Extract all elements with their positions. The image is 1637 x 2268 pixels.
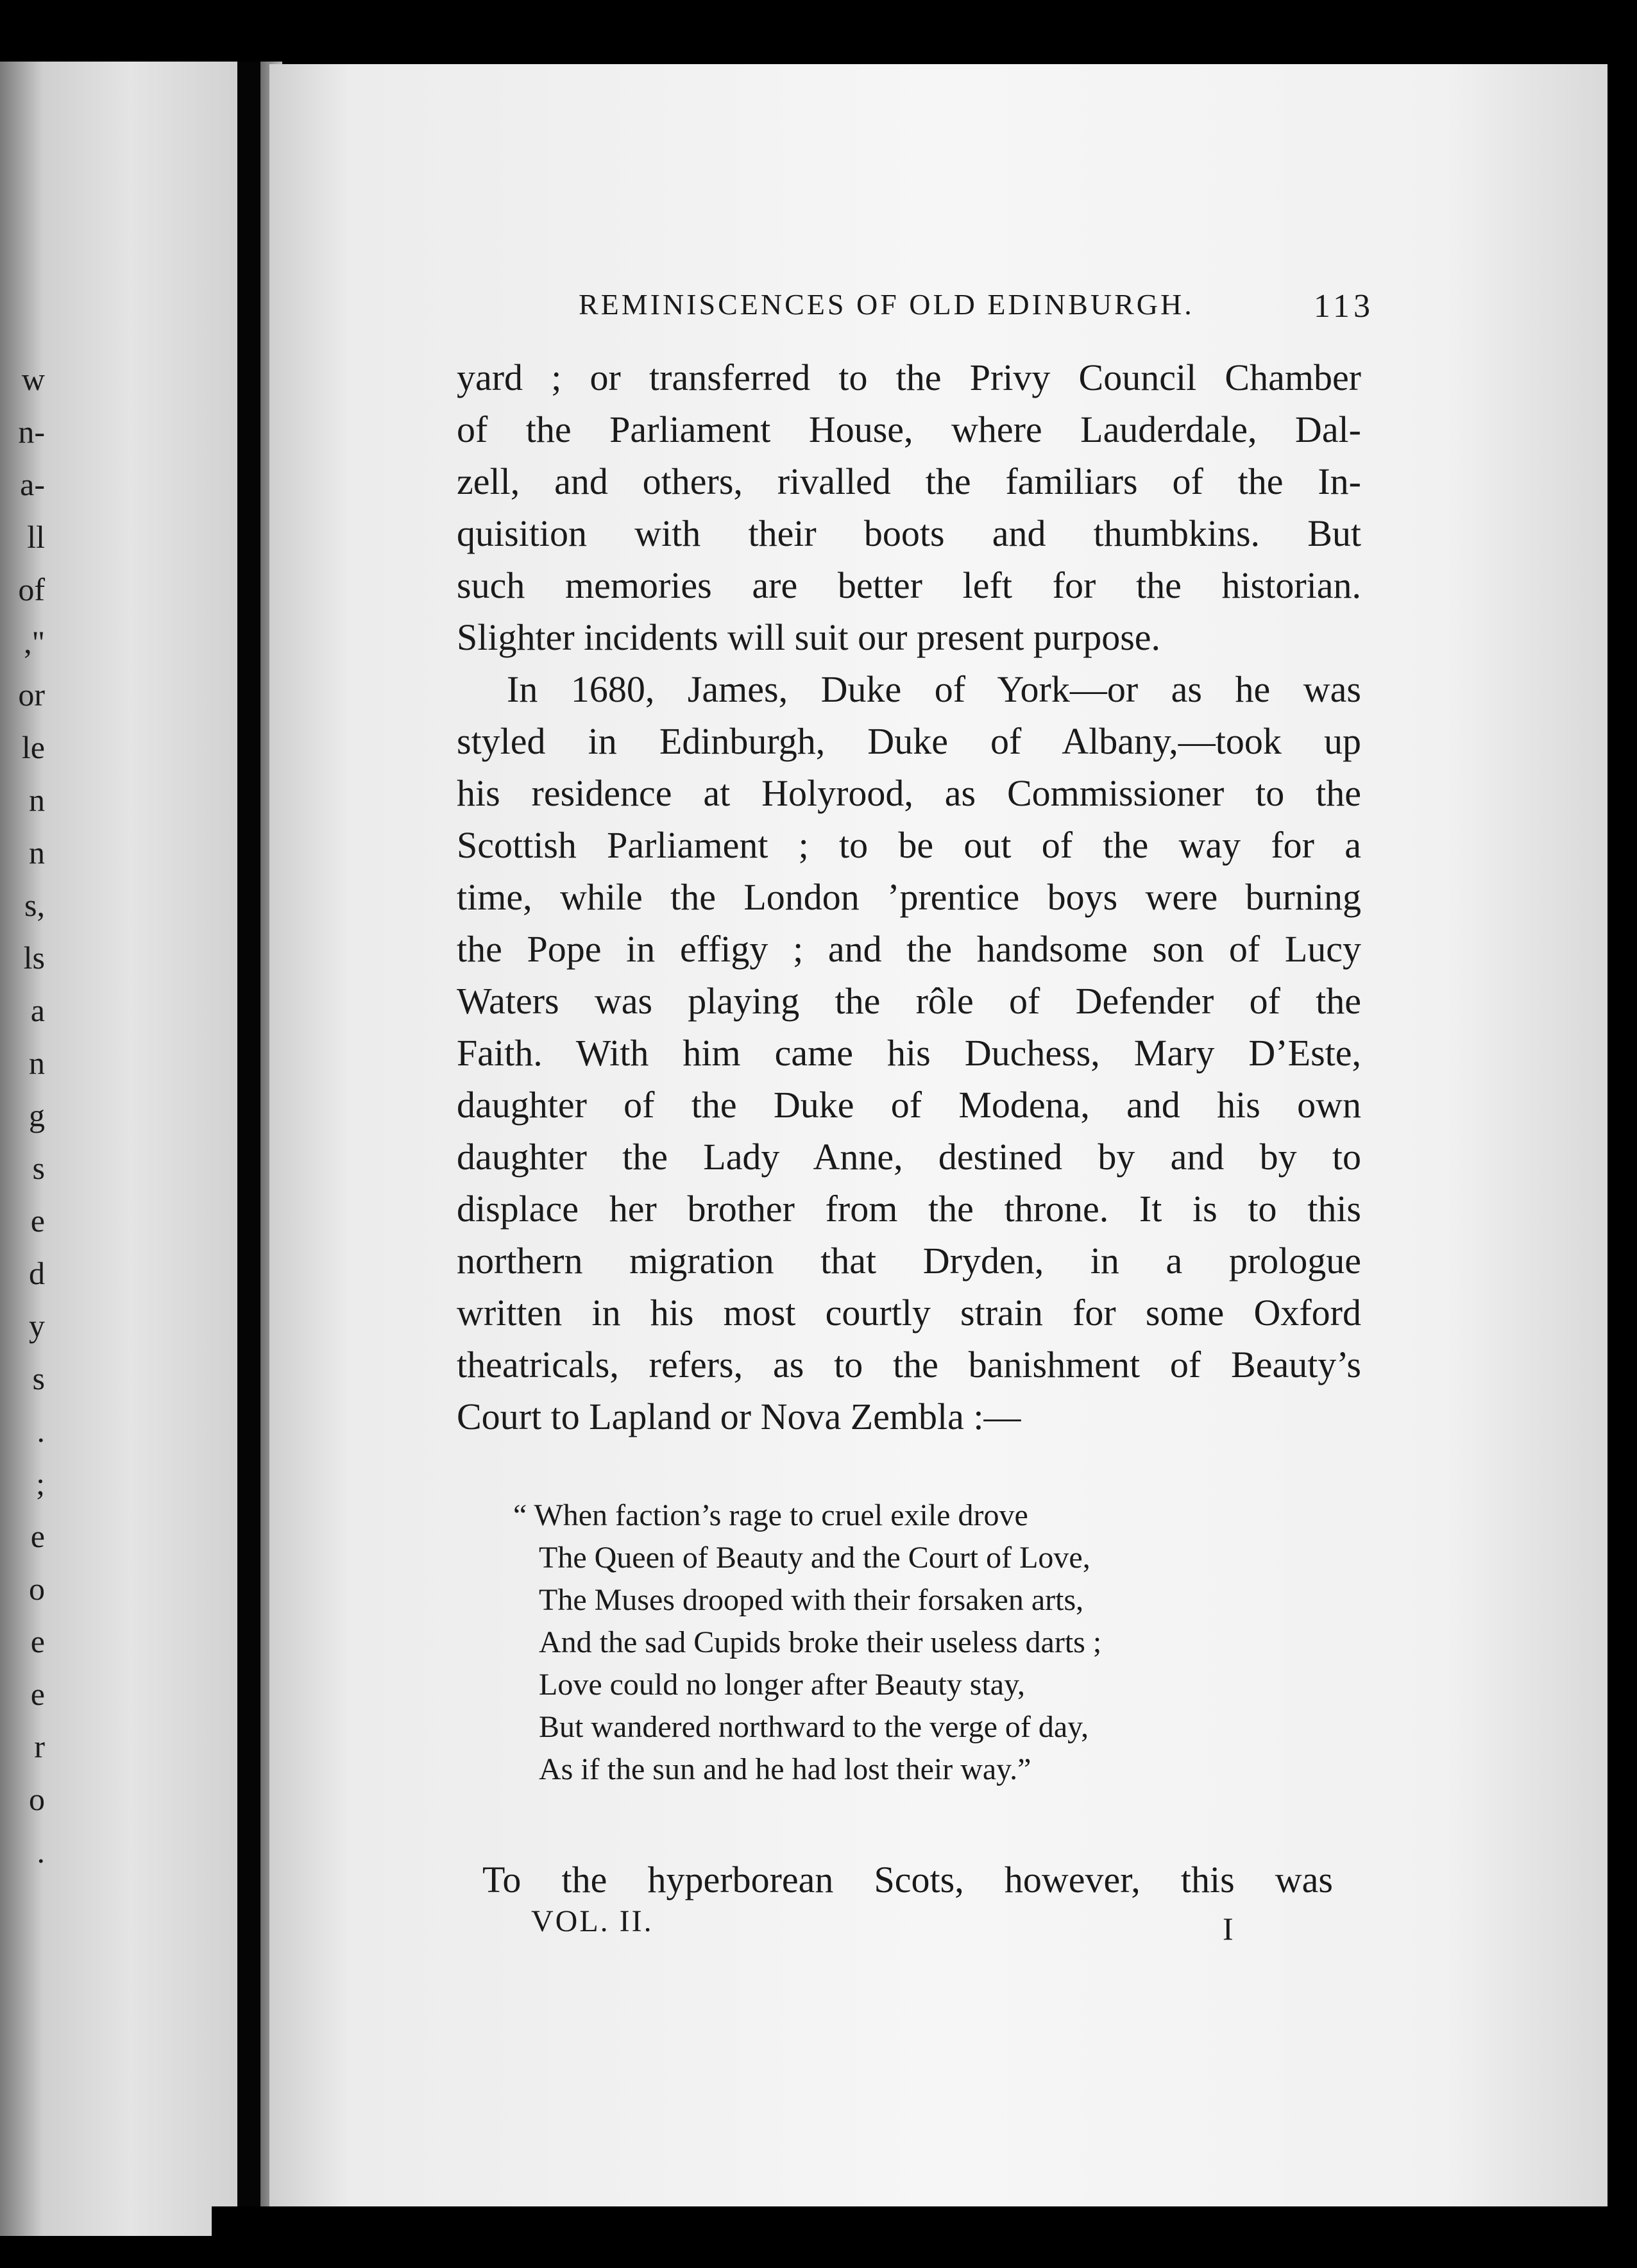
left-page-fragment: a: [30, 992, 45, 1028]
left-page-fragment: o: [29, 1781, 45, 1817]
poem-line: “ When faction’s rage to cruel exile drove: [513, 1498, 1028, 1532]
signature-mark: I: [1223, 1911, 1234, 1947]
left-page-fragment: ll: [27, 519, 45, 555]
left-page-fragment: n-: [18, 414, 45, 450]
poem-line: The Muses drooped with their forsaken arts,: [539, 1583, 1084, 1617]
quoted-poem: [513, 1494, 1283, 1791]
volume-signature: VOL. II.: [531, 1904, 654, 1938]
scan-border: [212, 2206, 1637, 2268]
left-page-fragment: e: [30, 1518, 45, 1554]
left-page-fragment: le: [21, 729, 45, 765]
text-line: yard ; or transferred to the Privy Council Chamber: [457, 357, 1361, 398]
poem-line: And the sad Cupids broke their useless darts ;: [539, 1625, 1102, 1659]
left-page-fragment: g: [29, 1097, 45, 1133]
text-line: his residence at Holyrood, as Commissioner to the: [457, 772, 1361, 814]
text-line: displace her brother from the throne. It is to this: [457, 1188, 1361, 1230]
poem-line: As if the sun and he had lost their way.”: [539, 1752, 1031, 1786]
text-line: written in his most courtly strain for some Oxford: [457, 1292, 1361, 1333]
left-page-fragment: d: [29, 1255, 45, 1291]
text-line: quisition with their boots and thumbkins. But: [457, 512, 1361, 554]
left-page-fragment: .: [37, 1834, 45, 1870]
poem-line: Love could no longer after Beauty stay,: [539, 1668, 1025, 1702]
left-page-fragment: y: [29, 1308, 45, 1344]
text-line: Court to Lapland or Nova Zembla :—: [457, 1396, 1021, 1437]
text-line: northern migration that Dryden, in a prologue: [457, 1240, 1361, 1282]
left-page-fragment: .: [37, 1413, 45, 1449]
left-page-fragment: w: [21, 361, 45, 397]
text-line: theatricals, refers, as to the banishment of Beauty’s: [457, 1344, 1361, 1385]
text-line: In 1680, James, Duke of York—or as he was: [507, 668, 1361, 710]
text-line: Scottish Parliament ; to be out of the way for a: [457, 824, 1361, 866]
left-page-fragment: s: [32, 1150, 45, 1186]
poem-line: The Queen of Beauty and the Court of Love,: [539, 1541, 1090, 1575]
left-page-fragment: s,: [24, 887, 45, 923]
left-page-fragment: or: [18, 677, 45, 713]
text-line: the Pope in effigy ; and the handsome son of Lucy: [457, 928, 1361, 970]
book-spine: [237, 62, 260, 2236]
left-page-fragment: a-: [20, 466, 45, 502]
text-line: daughter of the Duke of Modena, and his own: [457, 1084, 1361, 1126]
body-text: [457, 351, 1361, 1443]
left-page-fragment: ;: [36, 1466, 45, 1502]
text-line: of the Parliament House, where Lauderdale, Dal-: [457, 409, 1361, 450]
text-line: styled in Edinburgh, Duke of Albany,—took up: [457, 720, 1361, 762]
text-line: time, while the London ’prentice boys were burning: [457, 876, 1361, 918]
left-page-fragment: r: [34, 1729, 45, 1764]
left-page-fragment: n: [29, 782, 45, 818]
left-page-fragment: ,": [24, 624, 45, 660]
left-page-fragment: n: [29, 834, 45, 870]
left-page-fragment: n: [29, 1045, 45, 1081]
left-page-fragment: ls: [23, 940, 45, 976]
left-page-fragment: e: [30, 1676, 45, 1712]
left-page-fragment: s: [32, 1360, 45, 1396]
text-line: Waters was playing the rôle of Defender of the: [457, 980, 1361, 1022]
text-line: Faith. With him came his Duchess, Mary D’Este,: [457, 1032, 1361, 1074]
left-page-fragment: e: [30, 1203, 45, 1239]
page-number: 113: [1313, 288, 1374, 325]
poem-line: But wandered northward to the verge of day,: [539, 1710, 1089, 1744]
text-line: such memories are better left for the historian.: [457, 564, 1361, 606]
text-line: Slighter incidents will suit our present purpose.: [457, 616, 1161, 658]
left-page: [0, 62, 237, 2236]
left-page-fragment: o: [29, 1571, 45, 1607]
text-line: zell, and others, rivalled the familiars of the In-: [457, 461, 1361, 502]
text-line: daughter the Lady Anne, destined by and by to: [457, 1136, 1361, 1178]
running-title: REMINISCENCES OF OLD EDINBURGH.: [579, 288, 1194, 321]
left-page-fragment: of: [18, 571, 45, 607]
final-text-line: To the hyperborean Scots, however, this was: [482, 1859, 1333, 1900]
left-page-fragment: e: [30, 1623, 45, 1659]
